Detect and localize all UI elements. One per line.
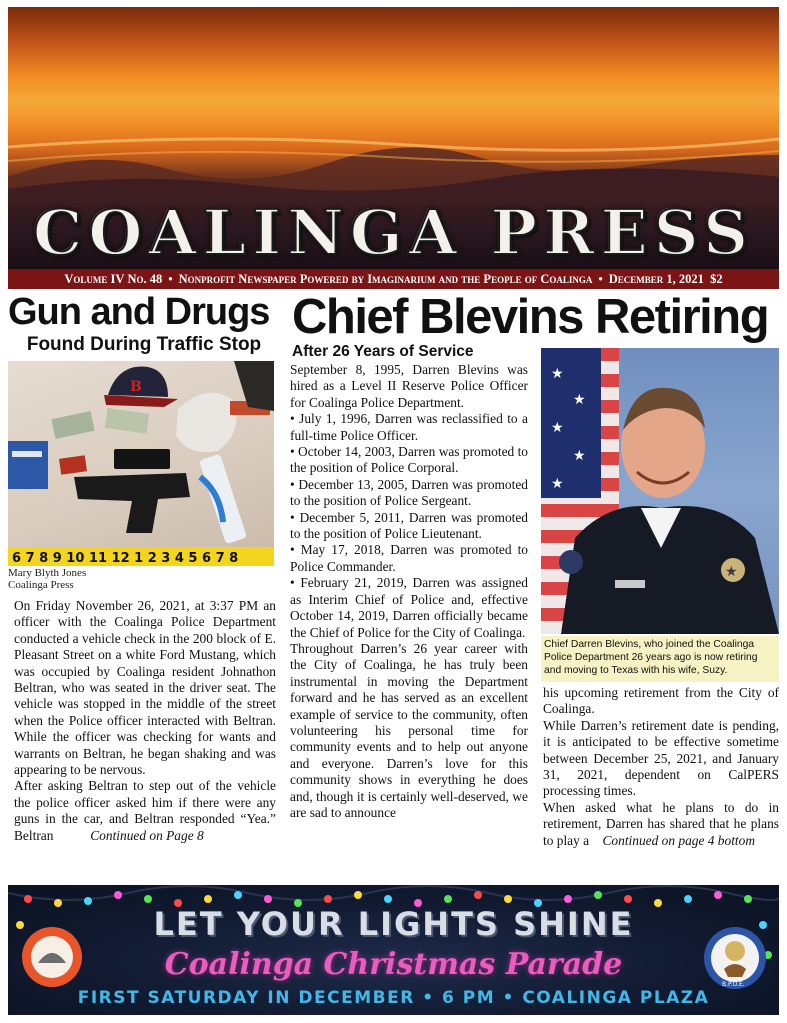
masthead-banner — [8, 7, 779, 269]
gun-story-headline: Gun and Drugs — [8, 291, 270, 333]
evidence-illustration — [8, 361, 274, 566]
ad-headline: LET YOUR LIGHTS SHINE — [153, 905, 634, 943]
ad-event-name: Coalinga Christmas Parade — [164, 947, 623, 982]
chief-paragraph-text: When asked what he plans to do in retirement, Darren has shared that he plans to play a — [543, 799, 779, 848]
issue-date: December 1, 2021 — [608, 271, 704, 286]
chief-paragraph: • May 17, 2018, Darren was promoted to Police Commander. — [290, 542, 528, 574]
chief-continued-link[interactable]: Continued on page 4 bottom — [602, 832, 755, 848]
issue-price: $2 — [710, 271, 723, 286]
chief-portrait-illustration — [541, 348, 779, 634]
gun-story-subhead: Found During Traffic Stop — [26, 334, 262, 355]
byline-org: Coalinga Press — [8, 579, 74, 591]
chief-story-headline: Chief Blevins Retiring — [292, 290, 769, 344]
newspaper-title: COALINGA PRESS — [33, 196, 754, 269]
evidence-photo — [8, 361, 274, 566]
chief-paragraph: his upcoming retirement from the City of Coalinga. — [543, 685, 779, 717]
chief-story-body-col2 — [543, 685, 779, 849]
flag-star-icon: ★ — [573, 393, 586, 408]
flag-star-icon: ★ — [551, 421, 564, 436]
chief-paragraph: September 8, 1995, Darren Blevins was hired as a Level II Reserve Police Officer for Coalinga Police Department. — [290, 362, 528, 410]
chief-paragraph: • December 13, 2005, Darren was promoted to the position of Police Sergeant. — [290, 476, 528, 509]
ad-event-details: FIRST SATURDAY IN DECEMBER • 6 PM • COALINGA PLAZA — [77, 988, 710, 1008]
separator: • — [598, 271, 603, 286]
issue-info-bar — [8, 269, 779, 289]
chief-paragraph: • July 1, 1996, Darren was reclassified to a full-time Police Officer. — [290, 411, 528, 443]
chief-paragraph: • February 21, 2019, Darren was assigned as Interim Chief of Police and, effective October 14, 2019, Darren officially became the Chief of Police for the City of Coalinga. — [290, 575, 528, 640]
chief-paragraph: • October 14, 2003, Darren was promoted to the position of Police Corporal. — [290, 444, 528, 476]
police-badge-icon: ★ — [725, 565, 738, 580]
issue-number: No. 48 — [127, 271, 163, 286]
elks-seal-text: B.P.O.E. — [722, 981, 745, 988]
christmas-parade-ad[interactable] — [8, 885, 779, 1015]
gun-story-body — [14, 598, 276, 844]
gun-continued-link[interactable]: Continued on Page 8 — [90, 827, 204, 843]
ruler-numbers: 6 7 8 9 10 11 12 1 2 3 4 5 6 7 8 — [12, 551, 239, 566]
chief-story-body-col1 — [290, 362, 528, 821]
gun-paragraph-1: On Friday November 26, 2021, at 3:37 PM an officer with the Coalinga Police Department conducted a vehicle check in the 200 block of E. Pleasant Street on a white Ford Mustang, which was occupied by Coalinga resident Johnathon Beltran, who was seated in the driver seat. The vehicle was stopped in the middle of the street when the Police officer interacted with Beltran. While the officer was checking for wants and warrants on Beltran, he began shaking and was appearing to be nervous. — [14, 598, 276, 778]
flag-star-icon: ★ — [551, 477, 564, 492]
chief-paragraph: • December 5, 2011, Darren was promoted to the position of Police Lieutenant. — [290, 509, 528, 542]
chief-story-subhead: After 26 Years of Service — [292, 343, 474, 360]
flag-star-icon: ★ — [551, 367, 564, 382]
chief-portrait-photo — [541, 348, 779, 634]
chief-paragraph: While Darren’s retirement date is pending, it is anticipated to be effective sometime between December 25, 2021, and January 31, 2021, dependent on CalPERS processing times. — [543, 717, 779, 799]
chief-paragraph — [543, 800, 779, 849]
gun-story-byline — [8, 567, 208, 591]
hat-logo-icon: B — [130, 379, 142, 395]
volume-label: Volume IV — [64, 271, 125, 286]
chief-photo-caption: Chief Darren Blevins, who joined the Coalinga Police Department 26 years ago is now retiring and moving to Texas with his wife, Suzy. — [541, 636, 779, 682]
gun-paragraph-2 — [14, 778, 276, 844]
byline-name: Mary Blyth Jones — [8, 567, 87, 579]
chief-paragraph: Throughout Darren’s 26 year career with the City of Coalinga, he has truly been instrumental in moving the Department forward and he has served as an excellent example of service to the community, often volunteering his personal time for community events and to help out anyone and everyone. Darren’s love for this community shows in everything he does and, though it is certainly well-deserved, we are sad to announce — [290, 640, 528, 820]
separator: • — [168, 271, 173, 286]
gun-paragraph-2-text: After asking Beltran to step out of the vehicle the police officer asked him if there were any guns in the car, and Beltran responded “Yea.” Beltran — [14, 778, 276, 843]
flag-star-icon: ★ — [573, 449, 586, 464]
tagline: Nonprofit Newspaper Powered by Imaginarium and the People of Coalinga — [178, 271, 593, 286]
